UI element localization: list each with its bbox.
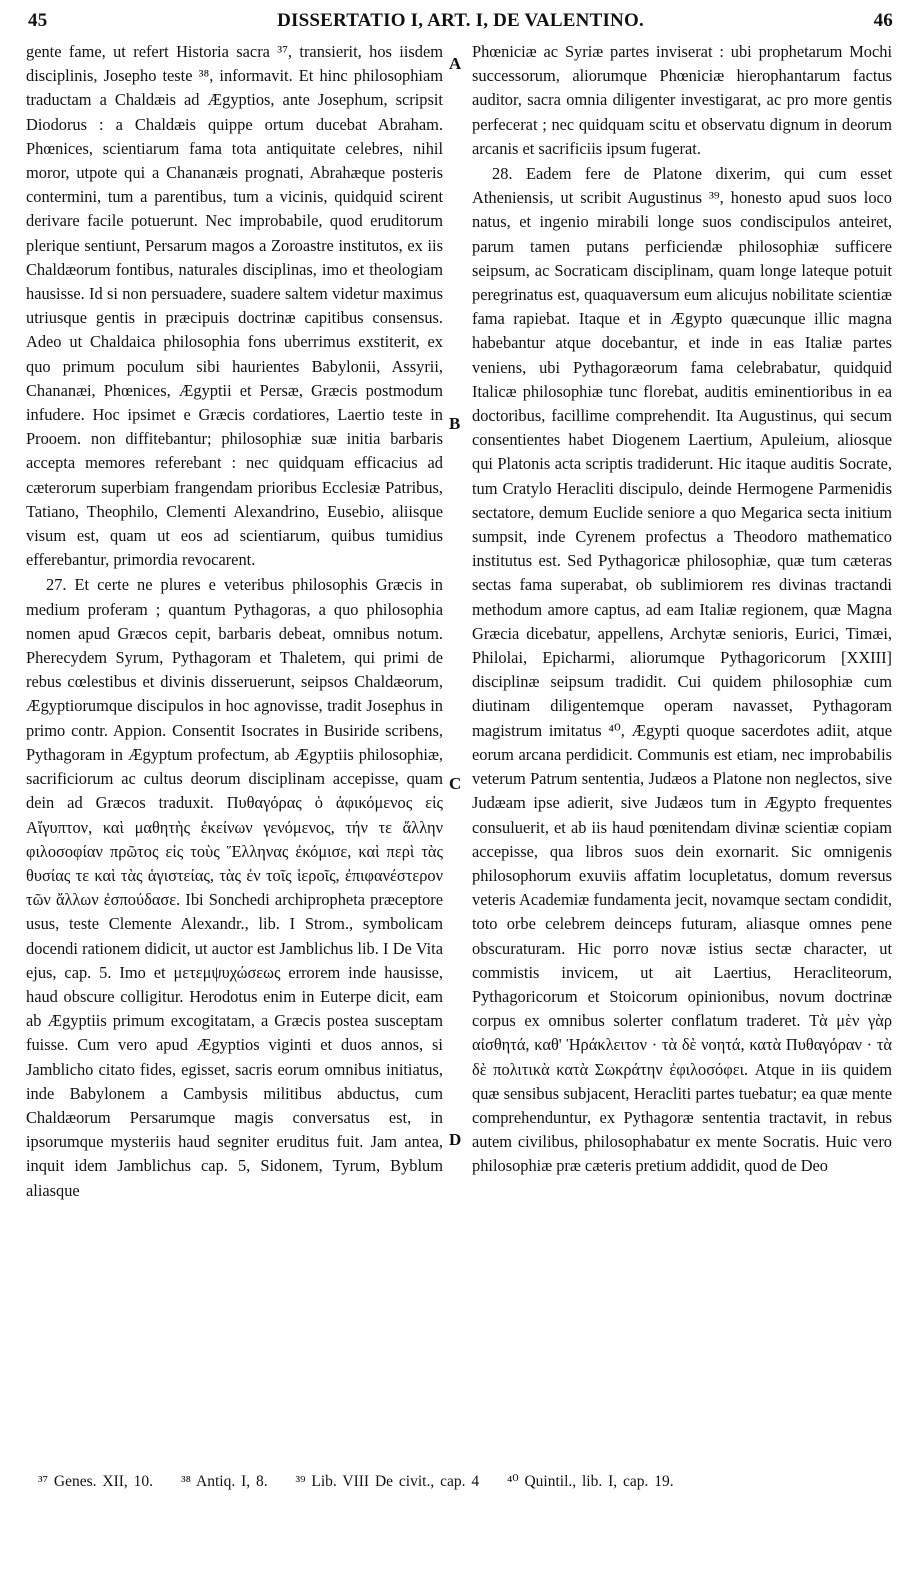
left-column [26, 40, 443, 1203]
margin-marker-d: D [449, 1130, 462, 1149]
paragraph-27: 27. Et certe ne plures e veteribus philosophis Græcis in medium proferam ; quantum Pythagoras, a quo philosophia nomen apud Græcos cepit, barbaris debeat, omnibus notum. Pherecydem Syrum, Pythagoram et Thaletem, qui primi de rebus cœlestibus et divinis disseruerunt, seipsos Chaldæorum, Ægyptiorumque discipulos in hoc agnovisse, tradit Josephus in primo contr. Appion. Consentit Isocrates in Busiride scribens, Pythagoram in Ægyptum profectum, ab Ægyptiis philosophiæ, sacrificiorum ac cultus deorum disciplinam accepisse, quam dein ad Græcos traduxit. Πυθαγόρας ὁ ἀφικόμενος εἰς Αἴγυπτον, καὶ μαθητὴς ἐκείνων γενόμενος, τήν τε ἄλλην φιλοσοφίαν πρῶτος εἰς τοὺς Ἕλληνας ἐκόμισε, καὶ περὶ τὰς θυσίας τε καὶ τὰς ἁγιστείας, τὰς ἐν τοῖς ἱεροῖς, ἐπιφανέστερον τῶν ἄλλων ἐσπούδασε. Ibi Sonchedi archipropheta præceptore usus, teste Clemente Alexandr., lib. I Strom., symbolicam docendi rationem didicit, ut auctor est Jamblichus lib. I De Vita ejus, cap. 5. Imo et μετεμψυχώσεως errorem inde hausisse, haud obscure colligitur. Herodotus enim in Euterpe dicit, eam ab Ægyptiis primum excogitatam, a Græcis postea susceptam fuisse. Cum vero apud Ægyptios viginti et duos annos, si Jamblicho citato fides, egisset, sacris eorum omnibus initiatus, inde Babylonem a Cambysis militibus abductus, cum Chaldæorum Persarumque magis conversatus est, in ipsorumque mysteriis haud segniter eruditus fuit. Jam antea, inquit idem Jamblichus cap. 5, Sidonem, Tyrum, Byblum aliasque [26, 575, 443, 1200]
page-number-right: 46 [873, 10, 893, 31]
running-title: DISSERTATIO I, ART. I, DE VALENTINO. [277, 10, 644, 31]
margin-marker-b: B [449, 414, 461, 433]
footnote-38: ³⁸ Antiq. I, 8. [180, 1473, 268, 1490]
paragraph: Phœniciæ ac Syriæ partes inviserat : ubi prophetarum Mochi successorum, aliorumque Phœniciæ hierophantarum factus auditor, sacra omnia diligenter investigarat, ac pro more gentis perfecerat ; nec quidquam scitu et observatu dignum in deorum arcanis et sacrificiis ipsum fugerat. [472, 42, 892, 158]
paragraph: gente fame, ut refert Historia sacra ³⁷, transierit, hos iisdem disciplinis, Josepho teste ³⁸, informavit. Et hinc philosophiam traductam a Chaldæis ad Ægyptios, ante Josephum, scripsit Diodorus : a Chaldæis quippe ortum ducebat Abraham. Phœnices, scientiarum fama tota antiquitate celebres, nihil moror, utpote qui a Chananæis prognati, Abrahæque posteris contermini, tum a parentibus, tum a vicinis, quidquid scirent derivare facile potuerunt. Nec improbabile, quod eruditorum plerique sentiunt, Persarum magos a Zoroastre institutos, ex iis Chaldæorum fontibus, naturales disciplinas, imo et theologiam hausisse. Id si non persuadere, suadere saltem videtur maximus utriusque gentis in præcipuis doctrinæ capitibus consensus. Adeo ut Chaldaica philosophia fons uberrimus exstiterit, ex quo primum poculum sibi haurientes Babylonii, Assyrii, Chananæi, Phœnices, Ægyptii et Persæ, Græcis postmodum infudere. Hoc ipsimet e Græcis cordatiores, Laertio teste in Prooem. non diffitebantur; philosophiæ suæ initia barbaris accepta memores referebant : nec quidquam efficacius ad cæterorum superbiam frangendam prioribus Ecclesiæ Patribus, Tatiano, Theophilo, Clementi Alexandrino, Eusebio, aliisque visum est, quam ut eos ad scientiarum, quibus tumidius efferebantur, primordia revocarent. [26, 42, 443, 570]
footnote-40: ⁴⁰ Quintil., lib. I, cap. 19. [506, 1473, 674, 1490]
page-number-left: 45 [28, 10, 48, 31]
margin-marker-a: A [449, 54, 462, 73]
footnotes [38, 1472, 898, 1491]
footnote-39: ³⁹ Lib. VIII De civit., cap. 4 [295, 1473, 480, 1490]
margin-marker-c: C [449, 774, 462, 793]
page-header [28, 10, 893, 38]
footnote-37: ³⁷ Genes. XII, 10. [38, 1473, 154, 1490]
right-column [472, 40, 892, 1179]
paragraph-28: 28. Eadem fere de Platone dixerim, qui cum esset Atheniensis, ut scribit Augustinus ³⁹, honesto apud suos loco natus, et ingenio mirabili longe suos condiscipulos anteiret, parum tamen putans perficiendæ philosophiæ sufficere seipsum, ac Socraticam disciplinam, quam longe lateque potuit peregrinatus est, quaquaversum eum alicujus nobilitate scientiæ fama rapiebat. Itaque et in Ægypto quæcunque illic magna habebantur atque docebantur, et inde in eas Italiæ partes veniens, ubi Pythagoræorum fama celebrabatur, quidquid Italicæ philosophiæ tunc florebat, auditis eminentioribus in ea doctoribus, facillime comprehendit. Ita Augustinus, qui secum consentientes habet Diogenem Laertium, Apuleium, aliosque qui Platonis acta scriptis tradiderunt. Hic itaque auditis Socrate, tum Cratylo Heracliti discipulo, deinde Hermogene Parmenidis sectatore, demum Euclide seniore a quo Megarica secta initium sumpsit, inde Cyrenem profectus a Theodoro mathematico institutus est. Sed Pythagoricæ philosophiæ, quæ tum cæteras sectas fama superabat, ob sublimiorem res divinas tractandi methodum amore captus, ad eam Italiæ regionem, quæ Magna Græcia dicebatur, appellens, Archytæ senioris, Eurici, Timæi, Philolai, Epicharmi, aliorumque Pythagoricorum [XXIII] disciplinæ seipsum tradidit. Cui quidem philosophiæ cum diutinam diligentemque operam navasset, Pythagoram magistrum imitatus ⁴⁰, Ægypti quoque sacerdotes adiit, atque eorum arcana perdidicit. Communis est etiam, nec improbabilis veterum Patrum sententia, Judæos a Platone non neglectos, sive Judæam ipse adierit, sive Judæos tum in Ægypto frequentes consuluerit, et ab iis haud pœnitendam divinæ scientiæ copiam accepisse, qua libros suos dein exornarit. Sic omnigenis philosophorum exuviis affatim locupletatus, domum reversus veteris Academiæ fundamenta jecit, novamque sectam condidit, toto orbe celebrem deinceps futuram, aliasque omnes pene obscuraturam. Hic porro novæ istius sectæ character, ut commistis invicem, ut ait Laertius, Heracliteorum, Pythagoricorum et Stoicorum opinionibus, novum doctrinæ corpus ex omnibus solerter conflatum traderet. Τὰ μὲν γὰρ αἰσθητά, καθ' Ἡράκλειτον · τὰ δὲ νοητά, κατὰ Πυθαγόραν · τὰ δὲ πολιτικὰ κατὰ Σωκράτην ἐφιλοσόφει. Atque in iis quidem quæ sensibus subjacent, Heracliti partes tuebatur; ea quæ mente comprehenduntur, ex Pythagoræ sententia tractavit, in rebus autem civilibus, philosophabatur ex mente Socratis. Huic vero philosophiæ præ cæteris pretium addidit, quod de Deo [472, 164, 892, 1176]
